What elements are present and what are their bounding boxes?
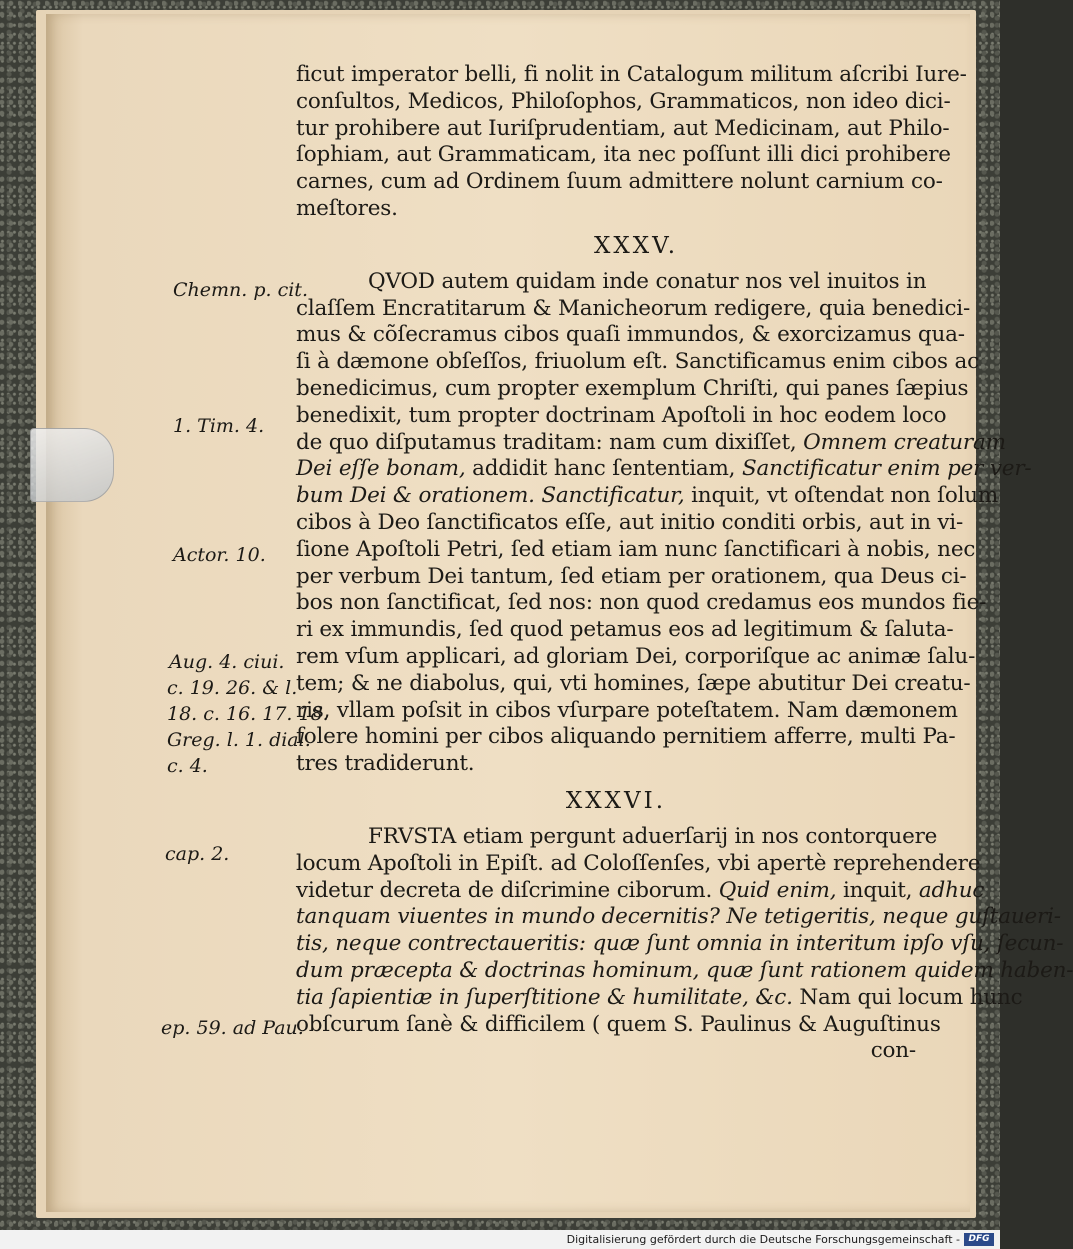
margin-note: c. 4. (167, 755, 208, 777)
italic-span: Sanctificatur enim per ver- (741, 456, 1032, 482)
text-line (296, 429, 1006, 457)
dfg-logo: DFG (964, 1233, 994, 1246)
margin-note: 1. Tim. 4. (173, 415, 265, 437)
text-line: tres tradiderunt. (296, 751, 475, 777)
text-line: tem; & ne diabolus, qui, vti homines, ſæpe abutitur Dei creatu- (296, 670, 971, 696)
text-line: ſione Apoſtoli Petri, ſed etiam iam nunc ſanctificari à nobis, nec (296, 536, 976, 562)
section-heading-35: XXXV. (593, 232, 679, 259)
footer-credit: Digitalisierung gefördert durch die Deutsche Forschungsgemeinschaft - (566, 1233, 960, 1246)
text-span: inquit, vt oſtendat non ſolum (684, 483, 999, 509)
text-line: ſolere homini per cibos aliquando pernitiem afferre, multi Pa- (296, 724, 956, 750)
text-span: Nam qui locum hunc (792, 984, 1023, 1010)
margin-note: cap. 2. (165, 843, 230, 865)
italic-span: Dei eſſe bonam, (296, 456, 466, 482)
margin-note: Chemn. p. cit. (173, 279, 308, 301)
text-span: de quo diſputamus traditam: nam cum dixiſſet, (296, 429, 797, 455)
text-line: ri ex immundis, ſed quod petamus eos ad legitimum & ſaluta- (296, 617, 954, 643)
italic-span: tia ſapientiæ in ſuperſtitione & humilitate, &c. (296, 984, 793, 1010)
italic-span: Omnem creaturam (803, 429, 1006, 455)
margin-note: Aug. 4. ciui. (169, 651, 285, 673)
text-line: meſtores. (296, 195, 398, 221)
text-line: tur prohibere aut Iuriſprudentiam, aut Medicinam, aut Philo- (296, 115, 950, 141)
text-line: locum Apoſtoli in Epiſt. ad Coloſſenſes, vbi apertè reprehendere (296, 850, 981, 876)
text-line: obſcurum ſanè & difficilem ( quem S. Paulinus & Auguſtinus (296, 1011, 941, 1037)
text-line (296, 483, 999, 510)
margin-note: 18. c. 16. 17. 18. (167, 703, 329, 725)
section-heading-36: XXXVI. (565, 787, 667, 814)
margin-note: Actor. 10. (173, 544, 266, 566)
text-line: ſophiam, aut Grammaticam, ita nec poſſunt illi dici prohibere (296, 142, 951, 168)
text-line: ficut imperator belli, fi nolit in Catalogum militum aſcribi Iure- (296, 62, 967, 87)
text-line: claſſem Encratitarum & Manicheorum redigere, quia benedici- (296, 295, 971, 321)
text-line: FRVSTA etiam pergunt aduerſarij in nos contorquere (368, 823, 938, 849)
italic-span: adhuc (918, 877, 985, 903)
margin-note: c. 19. 26. & l. (167, 677, 298, 699)
text-line (296, 877, 985, 905)
italic-span: Quid enim, (718, 877, 837, 903)
text-line: carnes, cum ad Ordinem ſuum admittere nolunt carnium co- (296, 169, 943, 195)
main-text (296, 62, 1073, 1065)
page-clip (30, 428, 114, 502)
text-line: benedixit, tum propter doctrinam Apoſtoli in hoc eodem loco (296, 402, 947, 428)
footer-bar (0, 1230, 1000, 1249)
text-line: tanquam viuentes in mundo decernitis? Ne tetigeritis, neque guſtaueri- (296, 904, 1061, 930)
text-span: inquit, (836, 877, 919, 903)
text-line: mus & cõſecramus cibos quaſi immundos, & exorcizamus qua- (296, 322, 965, 348)
text-line: bos non ſanctificat, ſed nos: non quod credamus eos mundos fie- (296, 590, 987, 616)
text-line: conſultos, Medicos, Philoſophos, Grammaticos, non ideo dici- (296, 88, 951, 114)
text-span: videtur decreta de diſcrimine ciborum. (296, 877, 713, 903)
margin-note: ep. 59. ad Pau. (161, 1017, 304, 1039)
text-line (296, 984, 1023, 1012)
text-line: per verbum Dei tantum, ſed etiam per orationem, qua Deus ci- (296, 563, 967, 589)
text-line: ſi à dæmone obſeſſos, friuolum eſt. Sanctificamus enim cibos ac (296, 349, 979, 375)
catchword: con- (870, 1038, 916, 1064)
text-line: dum præcepta & doctrinas hominum, quæ ſunt rationem quidem haben- (296, 957, 1073, 983)
text-line: tis, neque contrectaueritis: quæ ſunt omnia in interitum ipſo vſu, ſecun- (296, 931, 1064, 957)
text-line (296, 456, 1032, 483)
italic-span: bum Dei & orationem. Sanctificatur, (296, 483, 685, 509)
text-line: ris, vllam poſsit in cibos vſurpare poteſtatem. Nam dæmonem (296, 697, 958, 723)
text-line: QVOD autem quidam inde conatur nos vel inuitos in (368, 268, 927, 294)
text-line: benedicimus, cum propter exemplum Chriſti, qui panes ſæpius (296, 375, 969, 401)
text-line: cibos à Deo ſanctificatos eſſe, aut initio conditi orbis, aut in vi- (296, 509, 964, 535)
text-span: addidit hanc ſententiam, (465, 456, 742, 482)
margin-note: Greg. l. 1. dial. (167, 729, 311, 751)
text-line: rem vſum applicari, ad gloriam Dei, corporiſque ac animæ ſalu- (296, 643, 976, 669)
